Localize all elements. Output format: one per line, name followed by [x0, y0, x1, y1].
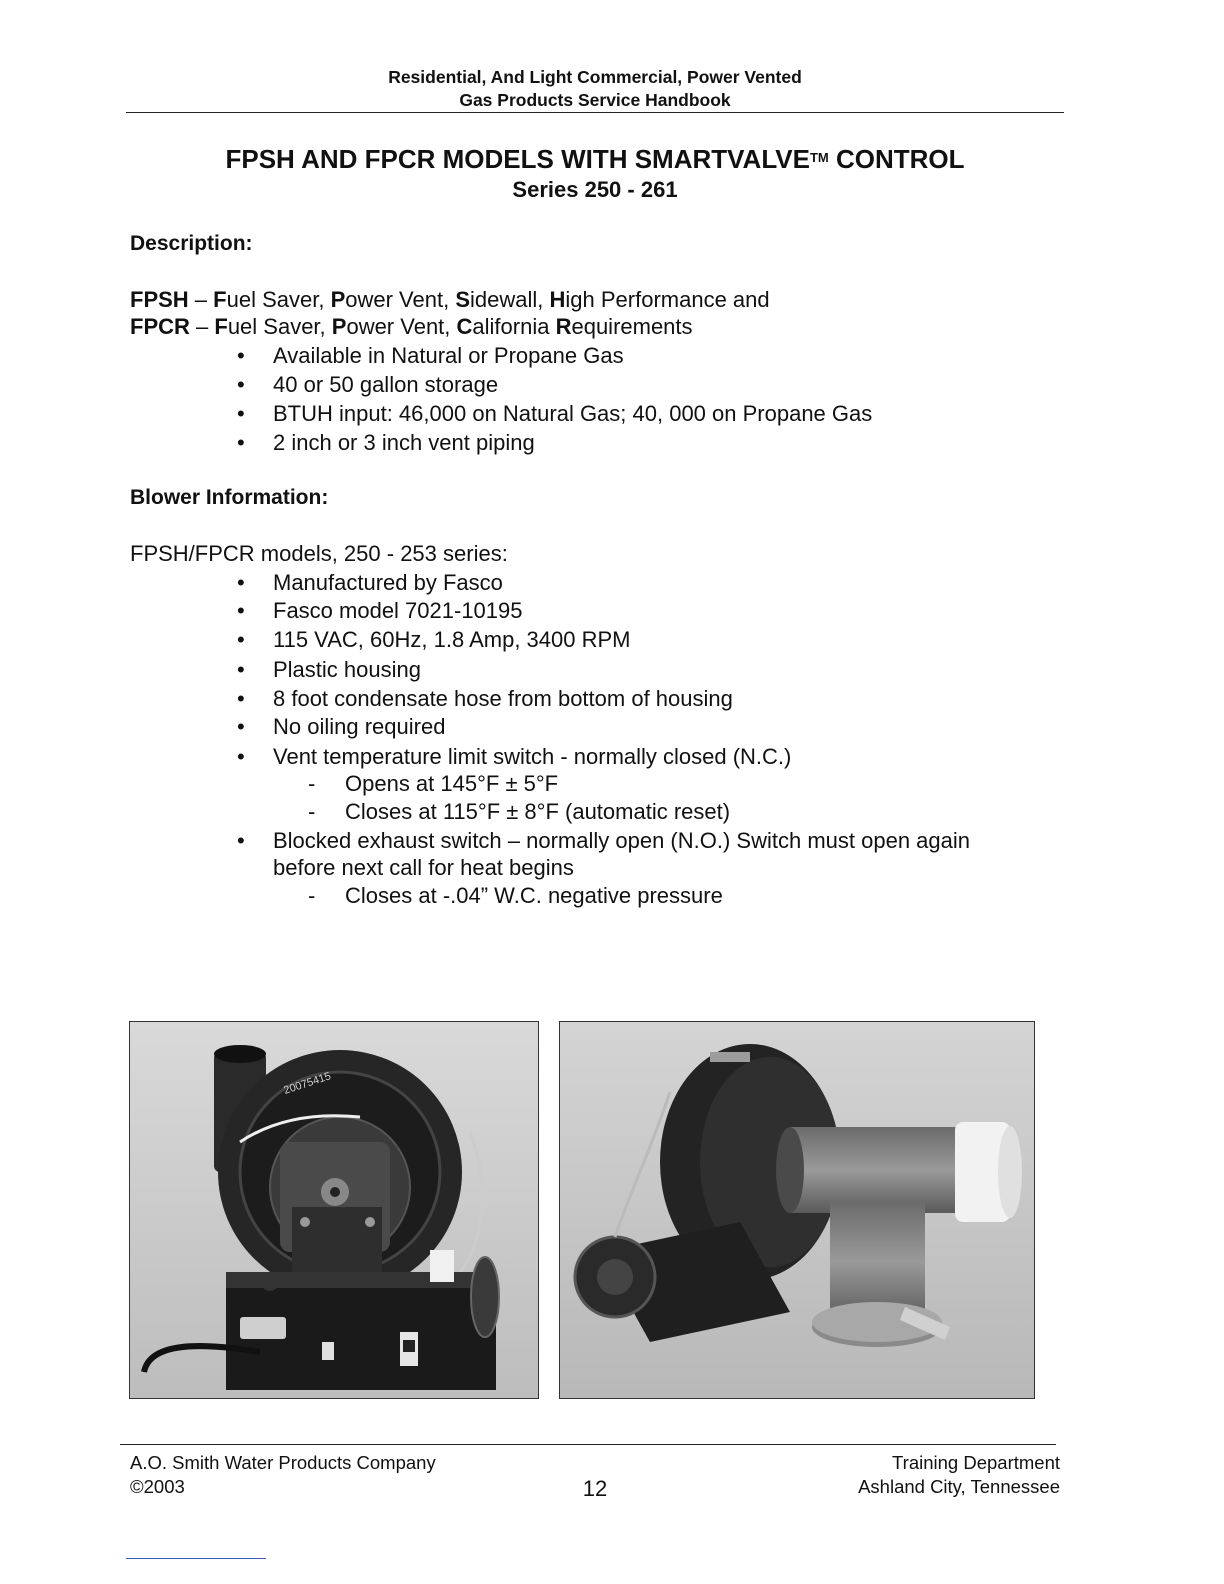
series-subtitle: Series 250 - 261 [512, 177, 678, 202]
footer-rule [120, 1444, 1056, 1445]
bullet-marker: • [237, 657, 245, 682]
sub-list-item: Closes at -.04” W.C. negative pressure [345, 883, 723, 908]
blower-intro: FPSH/FPCR models, 250 - 253 series: [130, 541, 508, 566]
bullet-marker: • [237, 598, 245, 623]
bullet-marker: • [237, 686, 245, 711]
list-item: No oiling required [273, 714, 446, 739]
dash-marker: - [308, 799, 316, 824]
blower-heading: Blower Information: [130, 486, 329, 509]
dash-marker: - [308, 771, 316, 796]
footer-company: A.O. Smith Water Products Company [130, 1452, 436, 1473]
bullet-marker: • [237, 343, 245, 368]
blower-photo-side [559, 1021, 1035, 1399]
title-text: FPSH AND FPCR MODELS WITH SMARTVALVE [225, 144, 810, 174]
running-header-line-1: Residential, And Light Commercial, Power Vented [388, 67, 802, 87]
housing-serial-label: 20075415 [282, 1070, 333, 1097]
fpsh-definition: FPSH – Fuel Saver, Power Vent, Sidewall, High Performance and [130, 287, 770, 312]
list-item: Fasco model 7021-10195 [273, 598, 523, 623]
page-title [126, 144, 1064, 175]
list-item: Manufactured by Fasco [273, 570, 503, 595]
description-heading: Description: [130, 232, 253, 255]
bullet-marker: • [237, 430, 245, 455]
running-header-line-2: Gas Products Service Handbook [459, 90, 731, 110]
page-number: 12 [582, 1476, 608, 1501]
list-item: Blocked exhaust switch – normally open (N.O.) Switch must open again [273, 828, 970, 853]
bullet-marker: • [237, 744, 245, 769]
blower-photo-front [129, 1021, 539, 1399]
bullet-marker: • [237, 372, 245, 397]
list-item: 8 foot condensate hose from bottom of housing [273, 686, 733, 711]
bullet-marker: • [237, 714, 245, 739]
footer-department: Training Department [892, 1452, 1060, 1473]
header-rule [126, 112, 1064, 113]
sub-list-item: Closes at 115°F ± 8°F (automatic reset) [345, 799, 731, 824]
footer-copyright: ©2003 [130, 1476, 185, 1497]
footnote-rule [126, 1558, 266, 1559]
dash-marker: - [308, 883, 316, 908]
blower-front-illustration [130, 1022, 538, 1398]
fpcr-definition: FPCR – Fuel Saver, Power Vent, California Requirements [130, 314, 693, 339]
list-item: BTUH input: 46,000 on Natural Gas; 40, 000 on Propane Gas [273, 401, 873, 426]
footer-location: Ashland City, Tennessee [858, 1476, 1060, 1497]
list-item: Available in Natural or Propane Gas [273, 343, 624, 368]
trademark-mark: TM [809, 150, 829, 165]
list-item-continuation: before next call for heat begins [273, 855, 574, 880]
list-item: 40 or 50 gallon storage [273, 372, 499, 397]
list-item: 2 inch or 3 inch vent piping [273, 430, 535, 455]
list-item: Plastic housing [273, 657, 421, 682]
sub-list-item: Opens at 145°F ± 5°F [345, 771, 559, 796]
bullet-marker: • [237, 401, 245, 426]
list-item: Vent temperature limit switch - normally closed (N.C.) [273, 744, 792, 769]
bullet-marker: • [237, 570, 245, 595]
title-tail: CONTROL [828, 144, 965, 174]
bullet-marker: • [237, 828, 245, 853]
bullet-marker: • [237, 627, 245, 652]
blower-side-illustration [560, 1022, 1034, 1398]
list-item: 115 VAC, 60Hz, 1.8 Amp, 3400 RPM [273, 627, 631, 652]
